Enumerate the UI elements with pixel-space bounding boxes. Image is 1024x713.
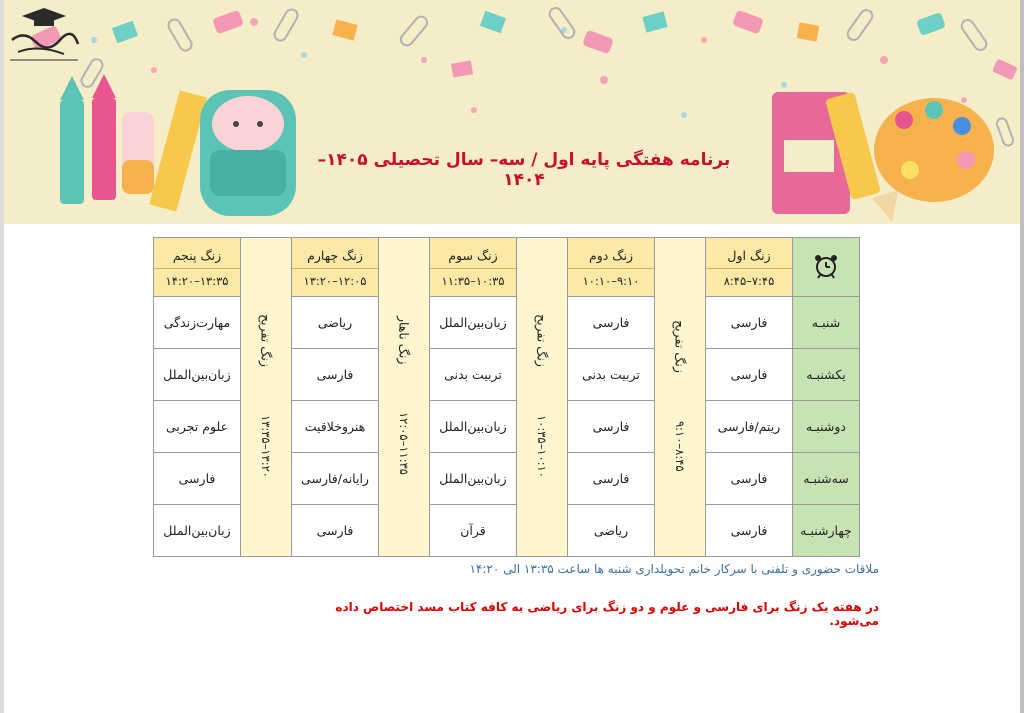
- class-cell: زبان‌بین‌الملل: [154, 505, 241, 557]
- alarm-clock-icon: [813, 253, 839, 279]
- viewer-scrollbar[interactable]: [1020, 0, 1024, 713]
- class-cell: زبان‌بین‌الملل: [430, 297, 517, 349]
- class-cell: تربیت بدنی: [430, 349, 517, 401]
- class-cell: زبان‌بین‌الملل: [154, 349, 241, 401]
- break-column: [241, 238, 292, 557]
- bell-time: ۱۳:۳۵–۱۴:۲۰: [165, 274, 229, 288]
- class-cell: فارسی: [706, 297, 793, 349]
- class-cell: هنروخلاقیت: [292, 401, 379, 453]
- header-row: [154, 238, 860, 297]
- class-cell: زبان‌بین‌الملل: [430, 401, 517, 453]
- bell-time: ۹:۱۰–۱۰:۱۰: [582, 274, 640, 288]
- break-name: زنگ ناهار: [396, 315, 412, 365]
- break-column: [517, 238, 568, 557]
- bell-name: زنگ اول: [706, 242, 792, 269]
- bell-name: زنگ دوم: [568, 242, 654, 269]
- break-name: زنگ تفریح: [258, 313, 274, 367]
- bell-header: [292, 238, 379, 297]
- class-cell: فارسی: [706, 505, 793, 557]
- class-cell: فارسی: [292, 349, 379, 401]
- class-cell: رایانه/فارسی: [292, 453, 379, 505]
- bell-header: [568, 238, 655, 297]
- bell-time: ۱۰:۳۵–۱۱:۳۵: [441, 274, 505, 288]
- class-cell: فارسی: [568, 401, 655, 453]
- class-cell: ریاضی: [568, 505, 655, 557]
- class-cell: علوم تجربی: [154, 401, 241, 453]
- class-cell: فارسی: [568, 297, 655, 349]
- day-label: یکشنبـه: [793, 349, 860, 401]
- bell-header: [154, 238, 241, 297]
- schedule-sheet: [4, 0, 1020, 713]
- class-cell: فارسی: [706, 349, 793, 401]
- class-cell: ریاضی: [292, 297, 379, 349]
- corner-cell: [793, 238, 860, 297]
- break-name: زنگ تفریح: [534, 313, 550, 367]
- day-label: شنبـه: [793, 297, 860, 349]
- bell-time: ۷:۴۵–۸:۴۵: [723, 274, 775, 288]
- break-name: زنگ تفریح: [672, 319, 688, 373]
- day-label: دوشنبـه: [793, 401, 860, 453]
- class-cell: تربیت بدنی: [568, 349, 655, 401]
- break-time: ۸:۴۵–۹:۱۰: [673, 420, 687, 472]
- class-cell: فارسی: [706, 453, 793, 505]
- class-cell: فارسی: [154, 453, 241, 505]
- stationery-illustration: [4, 0, 1020, 224]
- lunch-column: [379, 238, 430, 557]
- break-time: ۱۱:۳۵–۱۲:۰۵: [397, 412, 411, 476]
- bell-name: زنگ پنجم: [154, 242, 240, 269]
- meeting-note: ملاقات حضوری و تلفنی با سرکار خانم تحویلداری شنبه ها ساعت ۱۳:۳۵ الی ۱۴:۲۰: [469, 562, 879, 576]
- school-logo: [4, 0, 84, 70]
- bell-time: ۱۲:۰۵–۱۳:۲۰: [303, 274, 367, 288]
- day-label: سه‌شنبـه: [793, 453, 860, 505]
- class-cell: زبان‌بین‌الملل: [430, 453, 517, 505]
- decorative-banner: [4, 0, 1020, 224]
- page-title: برنامه هفتگی پایه اول / سه– سال تحصیلی ۱۴۰۵–۱۴۰۴: [317, 150, 731, 190]
- break-time: ۱۰:۱۰–۱۰:۳۵: [535, 414, 549, 478]
- weekly-allocation-note: در هفته یک زنگ برای فارسی و علوم و دو زنگ برای ریاضی به کافه کتاب مسد اختصاص داده می‌شود.: [335, 600, 879, 628]
- class-cell: فارسی: [292, 505, 379, 557]
- class-cell: مهارت‌زندگی: [154, 297, 241, 349]
- weekly-schedule-table: [153, 237, 860, 557]
- class-cell: ریتم/فارسی: [706, 401, 793, 453]
- class-cell: قرآن: [430, 505, 517, 557]
- bell-name: زنگ چهارم: [292, 242, 378, 269]
- break-time: ۱۳:۲۰–۱۳:۳۵: [259, 414, 273, 478]
- bell-name: زنگ سوم: [430, 242, 516, 269]
- class-cell: فارسی: [568, 453, 655, 505]
- break-column: [655, 238, 706, 557]
- day-label: چهارشنبـه: [793, 505, 860, 557]
- bell-header: [706, 238, 793, 297]
- bell-header: [430, 238, 517, 297]
